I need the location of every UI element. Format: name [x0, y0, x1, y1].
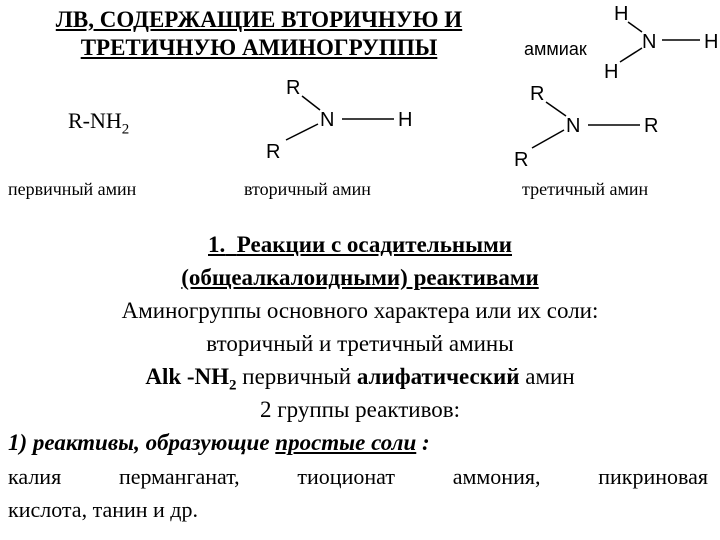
primary-formula-subscript: 2	[121, 121, 130, 138]
reagent-word: тиоционат	[297, 464, 395, 489]
ammonia-structure	[600, 0, 720, 90]
ammonia-atom-h-top: H	[614, 3, 629, 25]
body-line-groups: 2 группы реактивов:	[259, 397, 461, 422]
body-line-simple-salts	[8, 428, 430, 458]
secondary-amine-label: вторичный амин	[244, 179, 371, 199]
secondary-bond-top	[302, 96, 320, 110]
heading-number: 1.	[208, 232, 226, 257]
ammonia-atom-h-bottom: H	[604, 61, 619, 83]
body-line-aminogroups: Аминогруппы основного характера или их соли:	[121, 298, 599, 323]
simple-salts-suffix: :	[416, 430, 430, 455]
page-title	[10, 6, 508, 62]
primary-amine-formula	[68, 108, 129, 142]
secondary-atom-r-top: R	[286, 77, 301, 99]
tertiary-bond-bottom	[532, 130, 564, 148]
secondary-amine-structure	[262, 74, 422, 166]
alk-aliphatic: алифатический	[356, 364, 520, 389]
alk-formula-subscript: 2	[229, 377, 237, 394]
reagent-word: калия	[8, 464, 62, 489]
ammonia-atom-n: N	[642, 31, 657, 53]
body-line-amines: вторичный и третичный амины	[206, 331, 514, 356]
tertiary-atom-r-top: R	[530, 83, 545, 105]
reactions-heading-line-1	[0, 230, 720, 260]
alk-formula: Alk -NH	[145, 364, 230, 389]
tertiary-atom-r-right: R	[644, 115, 659, 137]
alk-mid-text: первичный	[236, 364, 357, 389]
title-line-1: ЛВ, СОДЕРЖАЩИЕ ВТОРИЧНУЮ И	[55, 7, 463, 32]
reagent-word: перманганат,	[118, 464, 240, 489]
secondary-atom-r-bottom: R	[266, 141, 281, 163]
simple-salts-prefix: 1) реактивы, образующие	[8, 430, 276, 455]
title-line-2: ТРЕТИЧНУЮ АМИНОГРУППЫ	[80, 35, 438, 60]
body-line-reagents-end: кислота, танин и др.	[8, 497, 198, 522]
tertiary-atom-r-bottom: R	[514, 149, 529, 171]
reactions-heading-line-2: (общеалкалоидными) реактивами	[181, 265, 539, 290]
tertiary-bond-top	[546, 102, 566, 116]
primary-formula-base: R-NH	[68, 108, 122, 133]
reagent-word: пикриновая	[598, 464, 708, 489]
body-line-reagents-source	[8, 462, 708, 492]
ammonia-bond-top	[628, 22, 642, 32]
primary-amine-label: первичный амин	[8, 179, 137, 199]
secondary-atom-n: N	[320, 109, 335, 131]
tertiary-amine-label: третичный амин	[522, 179, 649, 199]
reagent-word: аммония,	[452, 464, 541, 489]
secondary-bond-bottom	[286, 124, 318, 140]
heading-line-1-text: Реакции с осадительными	[236, 232, 512, 257]
ammonia-atom-h-right: H	[704, 31, 719, 53]
tertiary-atom-n: N	[566, 115, 581, 137]
secondary-atom-h: H	[398, 109, 413, 131]
simple-salts-underlined: простые соли	[275, 430, 417, 455]
tertiary-amine-structure	[510, 80, 680, 172]
ammonia-bond-bottom	[620, 48, 642, 62]
ammonia-label: аммиак	[524, 39, 587, 59]
alk-end-text: амин	[519, 364, 575, 389]
